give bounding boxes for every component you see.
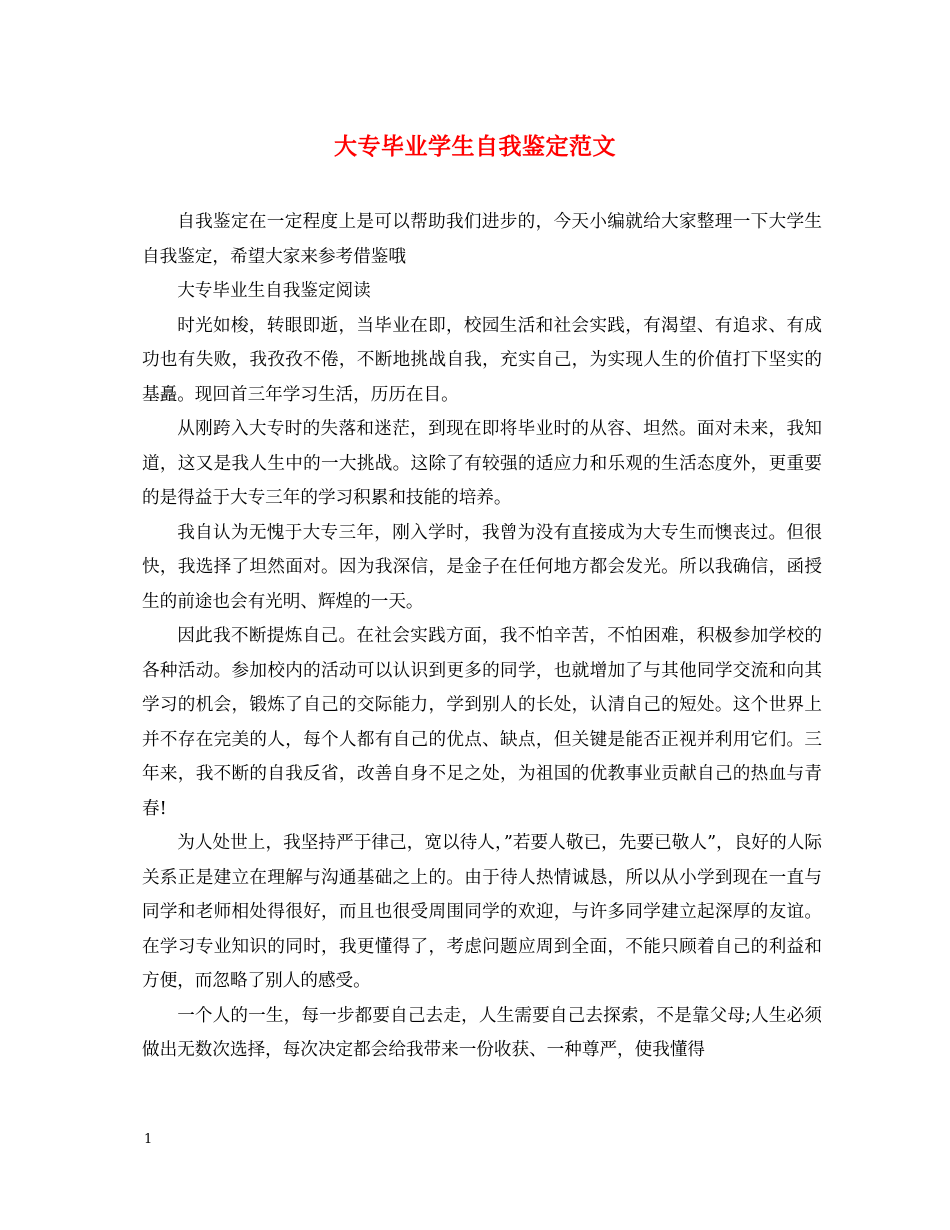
document-body: [142, 205, 822, 1068]
paragraph-life-choices: 一个人的一生，每一步都要自己去走，人生需要自己去探索，不是靠父母;人生必须做出无数次选择，每次决定都会给我带来一份收获、一种尊严，使我懂得: [142, 1005, 822, 1060]
paragraph-intro: 自我鉴定在一定程度上是可以帮助我们进步的，今天小编就给大家整理一下大学生自我鉴定，希望大家来参考借鉴哦: [142, 212, 822, 267]
paragraph-subheading: 大专毕业生自我鉴定阅读: [177, 281, 371, 301]
paragraph-time-flies: 时光如梭，转眼即逝，当毕业在即，校园生活和社会实践，有渴望、有追求、有成功也有失败，我孜孜不倦，不断地挑战自我，充实自己，为实现人生的价值打下坚实的基矗。现回首三年学习生活，历历在目。: [142, 315, 822, 405]
paragraph-challenge: 从刚跨入大专时的失落和迷茫，到现在即将毕业时的从容、坦然。面对未来，我知道，这又是我人生中的一大挑战。这除了有较强的适应力和乐观的生活态度外，更重要的是得益于大专三年的学习积累和技能的培养。: [142, 419, 822, 508]
paragraph-relationships: 为人处世上，我坚持严于律己，宽以待人，”若要人敬已，先要已敬人”，良好的人际关系正是建立在理解与沟通基础之上的。由于待人热情诚恳，所以从小学到现在一直与同学和老师相处得很好，而且也很受周围同学的欢迎，与许多同学建立起深厚的友谊。在学习专业知识的同时，我更懂得了，考虑问题应周到全面，不能只顾着自己的利益和方便，而忽略了别人的感受。: [142, 833, 822, 991]
document-title: 大专毕业学生自我鉴定范文: [334, 133, 616, 160]
paragraph-self-improvement: 因此我不断提炼自己。在社会实践方面，我不怕辛苦，不怕困难，积极参加学校的各种活动。参加校内的活动可以认识到更多的同学，也就增加了与其他同学交流和向其学习的机会，锻炼了自己的交际能力，学到别人的长处，认清自己的短处。这个世界上并不存在完美的人，每个人都有自己的优点、缺点，但关键是能否正视并利用它们。三年来，我不断的自我反省，改善自身不足之处，为祖国的优教事业贡献自己的热血与青春!: [142, 626, 822, 819]
page-number: 1: [144, 1132, 153, 1147]
paragraph-three-years: 我自认为无愧于大专三年，刚入学时，我曾为没有直接成为大专生而懊丧过。但很快，我选择了坦然面对。因为我深信，是金子在任何地方都会发光。所以我确信，函授生的前途也会有光明、辉煌的一天。: [142, 522, 822, 612]
